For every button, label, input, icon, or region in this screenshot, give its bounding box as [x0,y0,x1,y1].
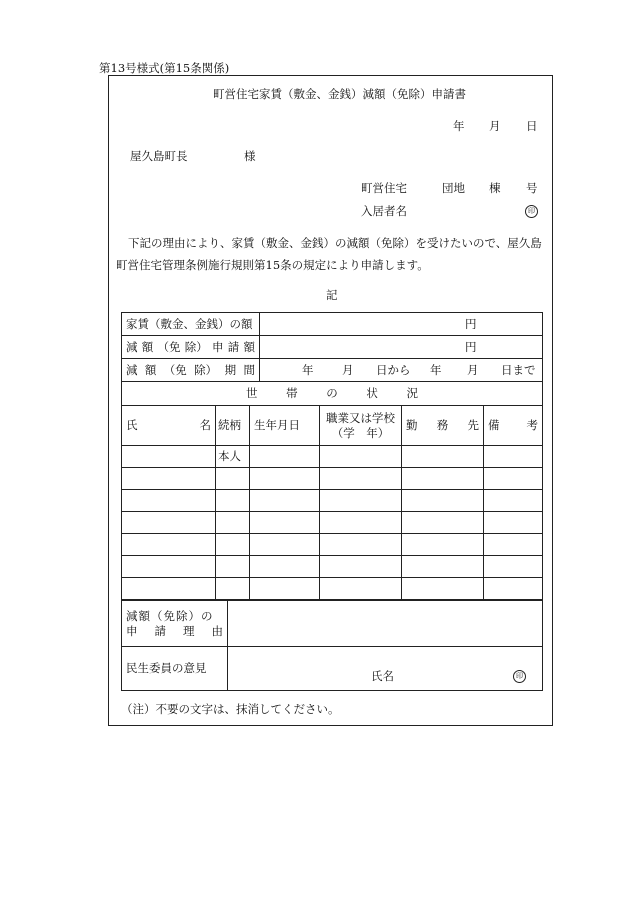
rent-amount-field[interactable] [260,313,543,336]
period-from-month: 月 [342,363,354,377]
rent-unit: 円 [465,316,477,331]
cell-relation[interactable] [216,512,250,534]
column-remarks: 備 考 [484,406,543,446]
cell-name[interactable] [122,446,216,468]
period-label [122,359,260,382]
cell-occupation[interactable] [320,446,402,468]
cell-birth[interactable] [250,534,320,556]
column-workplace: 勤 務 先 [402,406,484,446]
cell-occupation[interactable] [320,468,402,490]
building-label: 棟 [489,181,501,195]
cell-birth[interactable] [250,490,320,512]
period-label-text: 減 額 （免 除） 期 間 [126,362,255,377]
resident-label: 入居者名 [361,204,407,218]
period-to-year: 年 [430,363,442,377]
form-number: 第13号様式(第15条関係) [99,61,230,75]
cell-name[interactable] [122,534,216,556]
request-label-text: 減 額 （免 除） 申 請 額 [126,339,255,354]
request-label [122,336,260,359]
column-relation: 続柄 [216,406,250,446]
date-day: 日 [526,119,538,133]
addressee-name: 屋久島町長 [130,149,188,163]
body-line-2: 町営住宅管理条例施行規則第15条の規定により申請します。 [116,258,429,272]
estate-label: 団地 [442,181,465,195]
reason-field[interactable] [228,601,543,647]
amount-table [121,312,543,382]
table-row [122,556,543,578]
cell-occupation[interactable] [320,534,402,556]
cell-relation[interactable] [216,556,250,578]
cell-remarks[interactable] [484,578,543,600]
footnote: （注）不要の文字は、抹消してください。 [121,702,340,716]
table-row [122,512,543,534]
cell-occupation[interactable] [320,556,402,578]
cell-birth[interactable] [250,446,320,468]
table-row [122,468,543,490]
number-label: 号 [526,181,538,195]
period-field[interactable] [260,359,543,382]
column-occupation [320,406,402,446]
table-row [122,578,543,600]
cell-occupation[interactable] [320,578,402,600]
housing-label: 町営住宅 [361,181,407,195]
column-occupation-line1: 職業又は学校 [326,411,395,426]
cell-name[interactable] [122,556,216,578]
cell-workplace[interactable] [402,468,484,490]
household-heading [122,382,543,406]
cell-occupation[interactable] [320,490,402,512]
reason-label-line1: 減額（免除）の [126,609,214,624]
cell-remarks[interactable] [484,446,543,468]
cell-relation[interactable] [216,534,250,556]
ki-heading: 記 [326,288,338,302]
period-to-day: 日まで [501,363,536,377]
column-birth: 生年月日 [250,406,320,446]
cell-name[interactable] [122,578,216,600]
request-unit: 円 [465,339,477,354]
period-from-day: 日から [376,363,411,377]
cell-name[interactable] [122,490,216,512]
cell-remarks[interactable] [484,534,543,556]
body-line-1: 下記の理由により、家賃（敷金、金銭）の減額（免除）を受けたいので、屋久島 [128,236,542,250]
rent-label: 家賃（敷金、金銭）の額 [122,313,260,336]
welfare-name-label: 氏名 [371,669,394,683]
table-row [122,446,543,468]
cell-birth[interactable] [250,578,320,600]
request-amount-field[interactable] [260,336,543,359]
cell-name[interactable] [122,512,216,534]
period-from-year: 年 [302,363,314,377]
cell-name[interactable] [122,468,216,490]
cell-workplace[interactable] [402,556,484,578]
column-name: 氏 名 [122,406,216,446]
addressee-honorific: 様 [244,149,256,163]
form-title: 町営住宅家賃（敷金、金銭）減額（免除）申請書 [213,87,466,101]
welfare-field[interactable] [228,647,543,691]
table-row [122,534,543,556]
cell-remarks[interactable] [484,490,543,512]
cell-remarks[interactable] [484,512,543,534]
cell-workplace[interactable] [402,512,484,534]
welfare-label: 民生委員の意見 [122,647,228,691]
cell-remarks[interactable] [484,556,543,578]
cell-birth[interactable] [250,512,320,534]
reason-label-line2: 申 請 理 由 [126,623,223,638]
household-heading-text: 世 帯 の 状 況 [246,386,418,401]
seal-icon: 印 [525,205,538,218]
cell-remarks[interactable] [484,468,543,490]
cell-workplace[interactable] [402,446,484,468]
cell-workplace[interactable] [402,490,484,512]
household-table [121,381,543,600]
date-month: 月 [489,119,501,133]
reason-table [121,600,543,691]
household-rows [122,446,543,600]
cell-occupation[interactable] [320,512,402,534]
cell-relation[interactable] [216,578,250,600]
reason-label [122,601,228,647]
cell-workplace[interactable] [402,578,484,600]
cell-birth[interactable] [250,468,320,490]
seal-icon: 印 [513,670,526,683]
table-row [122,490,543,512]
date-year: 年 [453,119,465,133]
column-occupation-line2: （学 年） [331,425,390,440]
period-to-month: 月 [467,363,479,377]
cell-relation[interactable] [216,490,250,512]
cell-relation[interactable] [216,468,250,490]
cell-relation[interactable]: 本人 [216,446,250,468]
cell-workplace[interactable] [402,534,484,556]
cell-birth[interactable] [250,556,320,578]
